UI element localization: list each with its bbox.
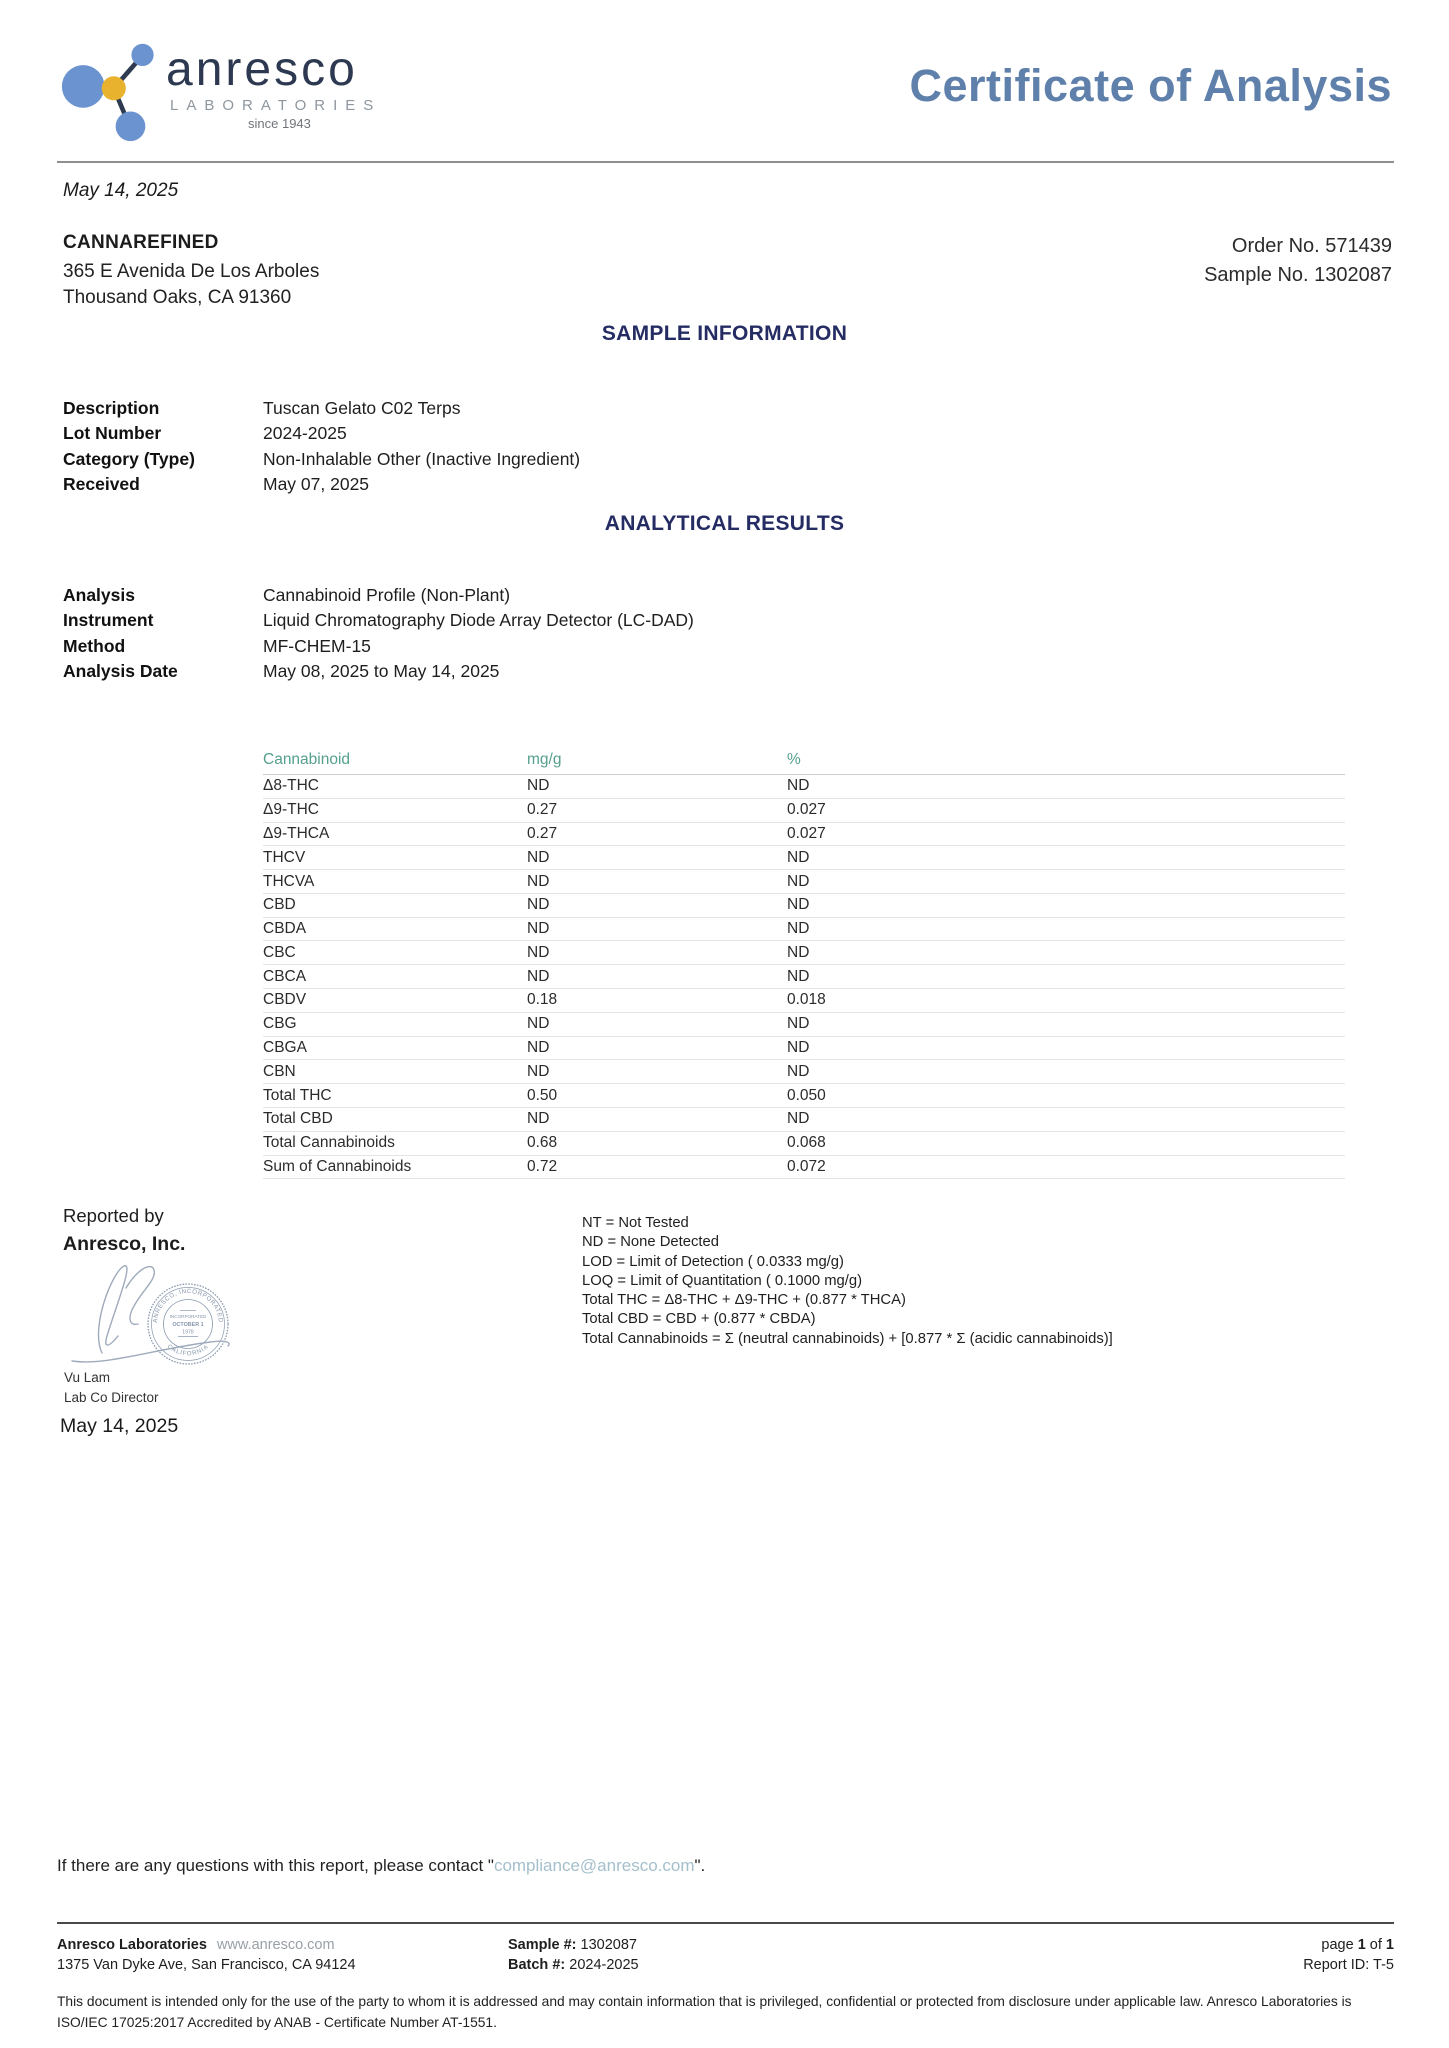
molecule-logo-icon — [60, 40, 162, 144]
cell-analyte: THCV — [263, 848, 306, 866]
page-label: page — [1321, 1937, 1354, 1953]
cell-analyte: CBN — [263, 1062, 296, 1080]
contact-line — [57, 1856, 705, 1876]
table-row — [263, 965, 1345, 989]
anresco-logo — [60, 40, 381, 144]
document-header — [57, 38, 1394, 163]
signing-date: May 14, 2025 — [60, 1415, 179, 1437]
field-label: Description — [63, 398, 160, 418]
cell-analyte: CBGA — [263, 1038, 307, 1056]
cell-mg-per-g: ND — [527, 943, 550, 961]
page-indicator — [639, 1935, 1394, 1955]
cell-mg-per-g: 0.18 — [527, 991, 558, 1009]
footer-website-link[interactable]: www.anresco.com — [216, 1937, 335, 1953]
column-header-cannabinoid: Cannabinoid — [263, 751, 351, 768]
cell-analyte: CBG — [263, 1015, 297, 1033]
cell-analyte: CBDA — [263, 920, 307, 938]
cell-percent: ND — [787, 872, 810, 890]
info-row — [63, 472, 1392, 497]
cell-mg-per-g: ND — [527, 872, 550, 890]
order-info — [1204, 232, 1392, 310]
table-body — [263, 775, 1345, 1179]
cell-mg-per-g: ND — [527, 848, 550, 866]
field-label: Lot Number — [63, 423, 162, 444]
signer-title: Lab Co Director — [64, 1389, 159, 1405]
note-line: Total Cannabinoids = Σ (neutral cannabinoids) + [0.877 * Σ (acidic cannabinoids)] — [582, 1330, 1113, 1347]
cell-analyte: Total CBD — [263, 1110, 333, 1128]
cell-mg-per-g: ND — [527, 967, 550, 985]
info-row — [63, 583, 1392, 608]
stamp-top-text: ANRESCO, INCORPORATED — [151, 1287, 225, 1324]
table-row — [263, 1060, 1345, 1084]
info-row — [63, 396, 1392, 421]
cell-percent: 0.027 — [787, 801, 826, 819]
info-row — [63, 659, 1392, 684]
table-row — [263, 799, 1345, 823]
info-row — [63, 608, 1392, 633]
field-label: Received — [63, 474, 140, 495]
field-label: Analysis Date — [63, 661, 178, 682]
document-footer — [57, 1922, 1394, 1975]
table-row — [263, 823, 1345, 847]
client-info — [63, 232, 319, 310]
table-row — [263, 1132, 1345, 1156]
footer-sample-value: 1302087 — [580, 1937, 637, 1953]
field-label: Category (Type) — [63, 448, 195, 469]
cell-analyte: THCVA — [263, 872, 315, 890]
cell-mg-per-g: ND — [527, 1062, 550, 1080]
cell-analyte: CBD — [263, 896, 296, 914]
table-row — [263, 1156, 1345, 1180]
analysis-method-fields — [63, 583, 1392, 685]
table-row — [263, 1037, 1345, 1061]
footer-sample-label: Sample #: — [508, 1937, 577, 1953]
signer-name: Vu Lam — [64, 1370, 111, 1385]
info-row — [63, 634, 1392, 659]
cell-percent: 0.068 — [787, 1134, 826, 1152]
stamp-bottom-text: CALIFORNIA — [165, 1343, 211, 1358]
cell-analyte: Sum of Cannabinoids — [263, 1157, 412, 1175]
cell-analyte: CBC — [263, 943, 296, 961]
cell-analyte: Δ8-THC — [263, 777, 319, 795]
analytical-results-heading: ANALYTICAL RESULTS — [604, 512, 845, 535]
definitions-notes — [582, 1214, 1113, 1349]
reported-by-block — [63, 1205, 185, 1256]
field-label: Method — [63, 635, 126, 656]
table-row — [263, 870, 1345, 894]
info-row — [63, 447, 1392, 472]
table-row — [263, 775, 1345, 799]
cell-percent: ND — [787, 1062, 810, 1080]
field-value: Cannabinoid Profile (Non-Plant) — [263, 585, 511, 605]
table-row — [263, 1108, 1345, 1132]
note-line: Total THC = Δ8-THC + Δ9-THC + (0.877 * THCA) — [582, 1292, 906, 1309]
table-row — [263, 918, 1345, 942]
note-line: LOD = Limit of Detection ( 0.0333 mg/g) — [582, 1253, 844, 1270]
cell-mg-per-g: ND — [527, 777, 550, 795]
info-row — [63, 421, 1392, 446]
cell-analyte: CBDV — [263, 991, 307, 1009]
cell-analyte: Δ9-THC — [263, 801, 319, 819]
cell-percent: 0.072 — [787, 1157, 826, 1175]
field-label: Instrument — [63, 610, 154, 631]
logo-text — [166, 43, 382, 131]
stamp-center-line3: 1978 — [182, 1329, 194, 1336]
cell-analyte: Δ9-THCA — [263, 824, 330, 842]
footer-lab-info — [57, 1935, 508, 1975]
table-row — [263, 989, 1345, 1013]
contact-email-link[interactable]: compliance@anresco.com — [493, 1856, 695, 1875]
field-value: Non-Inhalable Other (Inactive Ingredient) — [263, 448, 581, 469]
stamp-center-line2: OCTOBER 1 — [172, 1322, 204, 1328]
cell-analyte: CBCA — [263, 967, 307, 985]
cell-percent: ND — [787, 943, 810, 961]
logo-subtitle: LABORATORIES — [170, 97, 382, 114]
report-date: May 14, 2025 — [63, 180, 179, 201]
client-name: CANNAREFINED — [63, 232, 219, 253]
cell-percent: ND — [787, 896, 810, 914]
cell-mg-per-g: ND — [527, 896, 550, 914]
reported-by-label: Reported by — [63, 1205, 164, 1226]
column-header-percent: % — [787, 751, 801, 768]
cell-mg-per-g: ND — [527, 920, 550, 938]
field-label: Analysis — [63, 585, 135, 605]
document-title: Certificate of Analysis — [909, 60, 1392, 111]
cell-mg-per-g: 0.27 — [527, 824, 558, 842]
footer-page-info — [639, 1935, 1394, 1975]
note-line: NT = Not Tested — [582, 1215, 689, 1231]
cell-percent: ND — [787, 777, 810, 795]
field-value: May 07, 2025 — [263, 474, 370, 495]
cell-mg-per-g: ND — [527, 1110, 550, 1128]
sample-information-fields — [63, 396, 1392, 498]
client-address-line2: Thousand Oaks, CA 91360 — [63, 286, 292, 308]
table-row — [263, 1013, 1345, 1037]
cell-percent: ND — [787, 920, 810, 938]
client-and-order-info — [63, 232, 1392, 310]
stamp-center-line1: INCORPORATED — [169, 1314, 207, 1319]
table-row — [263, 941, 1345, 965]
cell-percent: 0.050 — [787, 1086, 826, 1104]
order-number: Order No. 571439 — [1231, 235, 1392, 257]
note-line: Total CBD = CBD + (0.877 * CBDA) — [582, 1311, 816, 1328]
page-of-label: of — [1369, 1937, 1382, 1953]
footer-batch-label: Batch #: — [508, 1957, 566, 1973]
note-line: LOQ = Limit of Quantitation ( 0.1000 mg/g) — [582, 1272, 863, 1289]
footer-lab-address: 1375 Van Dyke Ave, San Francisco, CA 94124 — [57, 1957, 356, 1973]
cell-analyte: Total THC — [263, 1086, 332, 1104]
page-count: 1 — [1385, 1937, 1394, 1953]
cell-mg-per-g: 0.50 — [527, 1086, 558, 1104]
contact-text-suffix: ". — [694, 1856, 706, 1875]
cell-percent: ND — [787, 1110, 810, 1128]
note-line: ND = None Detected — [582, 1234, 719, 1251]
field-value: MF-CHEM-15 — [263, 635, 371, 656]
cell-percent: ND — [787, 967, 810, 985]
cell-mg-per-g: 0.27 — [527, 801, 558, 819]
cannabinoid-results-table — [263, 747, 1345, 1179]
cell-percent: ND — [787, 1038, 810, 1056]
cell-mg-per-g: ND — [527, 1038, 550, 1056]
table-row — [263, 1084, 1345, 1108]
cell-mg-per-g: 0.68 — [527, 1134, 558, 1152]
sample-number: Sample No. 1302087 — [1204, 264, 1392, 286]
contact-text-prefix: If there are any questions with this report, please contact " — [57, 1856, 494, 1875]
logo-name: anresco — [166, 43, 358, 96]
field-value: Tuscan Gelato C02 Terps — [263, 398, 461, 418]
field-value: 2024-2025 — [263, 423, 347, 444]
cell-percent: 0.027 — [787, 824, 826, 842]
cell-mg-per-g: 0.72 — [527, 1157, 558, 1175]
column-header-mg-per-g: mg/g — [527, 751, 562, 768]
table-row — [263, 846, 1345, 870]
footer-company-name: Anresco Laboratories — [57, 1937, 207, 1953]
table-header-row — [263, 747, 1345, 775]
cell-mg-per-g: ND — [527, 1015, 550, 1033]
cell-percent: ND — [787, 1015, 810, 1033]
legal-disclaimer: This document is intended only for the use of the party to whom it is addressed and may contain information that is privileged, confidential or protected from disclosure under applicable law. Anresco Laboratories is ISO/IEC 17025:2017 Accredited by ANAB - Certificate Number AT-1551. — [57, 1994, 1352, 2030]
field-value: May 08, 2025 to May 14, 2025 — [263, 661, 500, 682]
footer-sample-batch — [508, 1935, 639, 1975]
table-row — [263, 894, 1345, 918]
signer-block — [64, 1368, 159, 1407]
logo-tagline: since 1943 — [248, 116, 311, 131]
page-number: 1 — [1357, 1937, 1366, 1953]
reporting-company: Anresco, Inc. — [63, 1233, 186, 1255]
report-id: Report ID: T-5 — [1303, 1957, 1394, 1973]
footer-batch-value: 2024-2025 — [569, 1957, 639, 1973]
sample-information-heading: SAMPLE INFORMATION — [601, 322, 848, 345]
cell-analyte: Total Cannabinoids — [263, 1134, 395, 1152]
cell-percent: 0.018 — [787, 991, 826, 1009]
client-address-line1: 365 E Avenida De Los Arboles — [63, 261, 320, 282]
field-value: Liquid Chromatography Diode Array Detector (LC-DAD) — [263, 610, 694, 631]
cell-percent: ND — [787, 848, 810, 866]
